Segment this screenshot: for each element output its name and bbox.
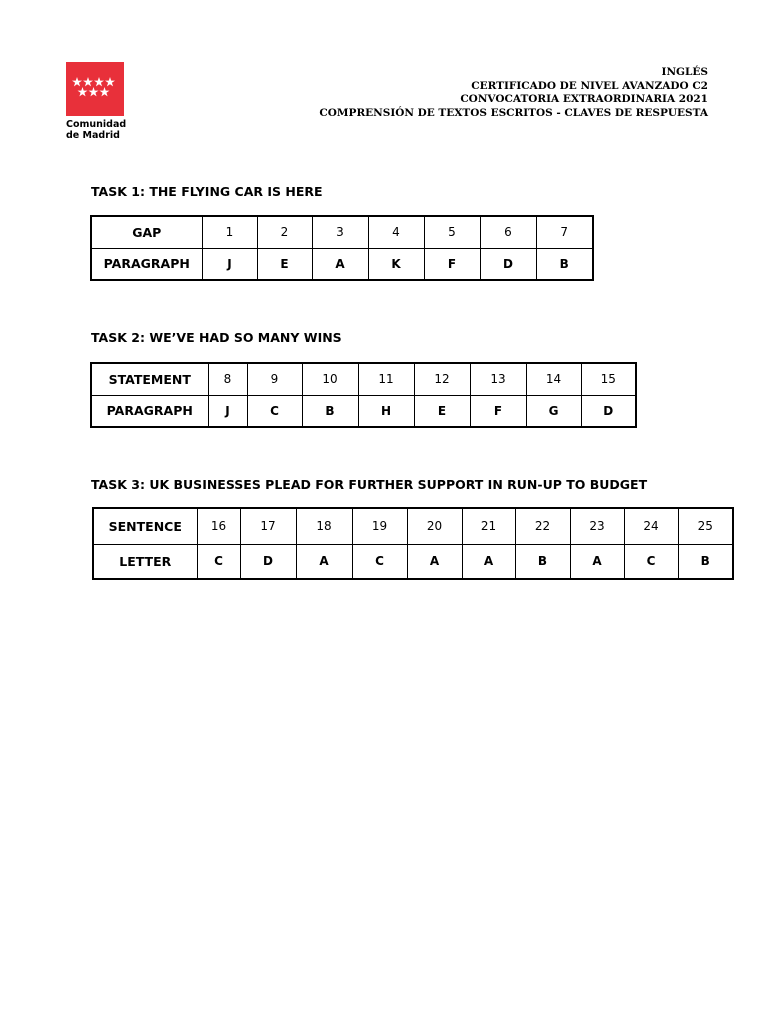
answer-cell: E xyxy=(257,248,312,280)
header-certificate: CERTIFICADO DE NIVEL AVANZADO C2 xyxy=(471,79,708,92)
answer-cell: C xyxy=(624,544,678,579)
madrid-stars-emblem xyxy=(66,62,124,116)
answer-cell: C xyxy=(352,544,407,579)
document-header xyxy=(319,66,708,120)
row-label-sentence: SENTENCE xyxy=(93,508,197,544)
item-number: 13 xyxy=(470,363,526,395)
item-number: 25 xyxy=(678,508,733,544)
item-number: 5 xyxy=(424,216,480,248)
table-row xyxy=(93,508,733,544)
answer-cell: G xyxy=(526,395,581,427)
item-number: 23 xyxy=(570,508,624,544)
table-row xyxy=(93,544,733,579)
task-1-answer-table xyxy=(90,215,594,281)
answer-cell: B xyxy=(678,544,733,579)
answer-cell: A xyxy=(296,544,352,579)
logo-text-line1: Comunidad xyxy=(66,119,127,130)
item-number: 10 xyxy=(302,363,358,395)
item-number: 12 xyxy=(414,363,470,395)
comunidad-de-madrid-logo xyxy=(66,62,126,141)
answer-cell: F xyxy=(470,395,526,427)
header-subject: INGLÉS xyxy=(661,66,708,78)
table-row xyxy=(91,395,636,427)
item-number: 6 xyxy=(480,216,536,248)
answer-cell: A xyxy=(462,544,515,579)
answer-cell: J xyxy=(208,395,247,427)
row-label-statement: STATEMENT xyxy=(91,363,208,395)
item-number: 19 xyxy=(352,508,407,544)
answer-cell: D xyxy=(480,248,536,280)
item-number: 4 xyxy=(368,216,424,248)
answer-cell: A xyxy=(312,248,368,280)
item-number: 14 xyxy=(526,363,581,395)
answer-cell: A xyxy=(570,544,624,579)
task-2-title: TASK 2: WE’VE HAD SO MANY WINS xyxy=(91,330,342,345)
row-label-paragraph: PARAGRAPH xyxy=(91,248,202,280)
answer-cell: E xyxy=(414,395,470,427)
row-label-paragraph: PARAGRAPH xyxy=(91,395,208,427)
task-3-title: TASK 3: UK BUSINESSES PLEAD FOR FURTHER SUPPORT IN RUN-UP TO BUDGET xyxy=(91,477,648,492)
item-number: 16 xyxy=(197,508,240,544)
item-number: 18 xyxy=(296,508,352,544)
answer-cell: C xyxy=(247,395,302,427)
task-1-title: TASK 1: THE FLYING CAR IS HERE xyxy=(91,184,323,199)
item-number: 22 xyxy=(515,508,570,544)
table-row xyxy=(91,216,593,248)
answer-cell: D xyxy=(581,395,636,427)
task-2-answer-table xyxy=(90,362,637,428)
item-number: 24 xyxy=(624,508,678,544)
answer-cell: F xyxy=(424,248,480,280)
answer-cell: C xyxy=(197,544,240,579)
logo-text-line2: de Madrid xyxy=(66,130,120,141)
table-row xyxy=(91,248,593,280)
answer-cell: K xyxy=(368,248,424,280)
answer-cell: B xyxy=(515,544,570,579)
answer-cell: A xyxy=(407,544,462,579)
item-number: 3 xyxy=(312,216,368,248)
header-section: COMPRENSIÓN DE TEXTOS ESCRITOS - CLAVES DE RESPUESTA xyxy=(319,106,708,119)
item-number: 21 xyxy=(462,508,515,544)
item-number: 11 xyxy=(358,363,414,395)
answer-cell: H xyxy=(358,395,414,427)
item-number: 7 xyxy=(536,216,593,248)
row-label-gap: GAP xyxy=(91,216,202,248)
item-number: 20 xyxy=(407,508,462,544)
item-number: 2 xyxy=(257,216,312,248)
task-3-answer-table xyxy=(92,507,734,580)
item-number: 1 xyxy=(202,216,257,248)
header-call: CONVOCATORIA EXTRAORDINARIA 2021 xyxy=(460,93,708,105)
item-number: 17 xyxy=(240,508,296,544)
item-number: 9 xyxy=(247,363,302,395)
item-number: 8 xyxy=(208,363,247,395)
answer-cell: B xyxy=(536,248,593,280)
row-label-letter: LETTER xyxy=(93,544,197,579)
answer-cell: D xyxy=(240,544,296,579)
item-number: 15 xyxy=(581,363,636,395)
table-row xyxy=(91,363,636,395)
answer-cell: J xyxy=(202,248,257,280)
answer-cell: B xyxy=(302,395,358,427)
